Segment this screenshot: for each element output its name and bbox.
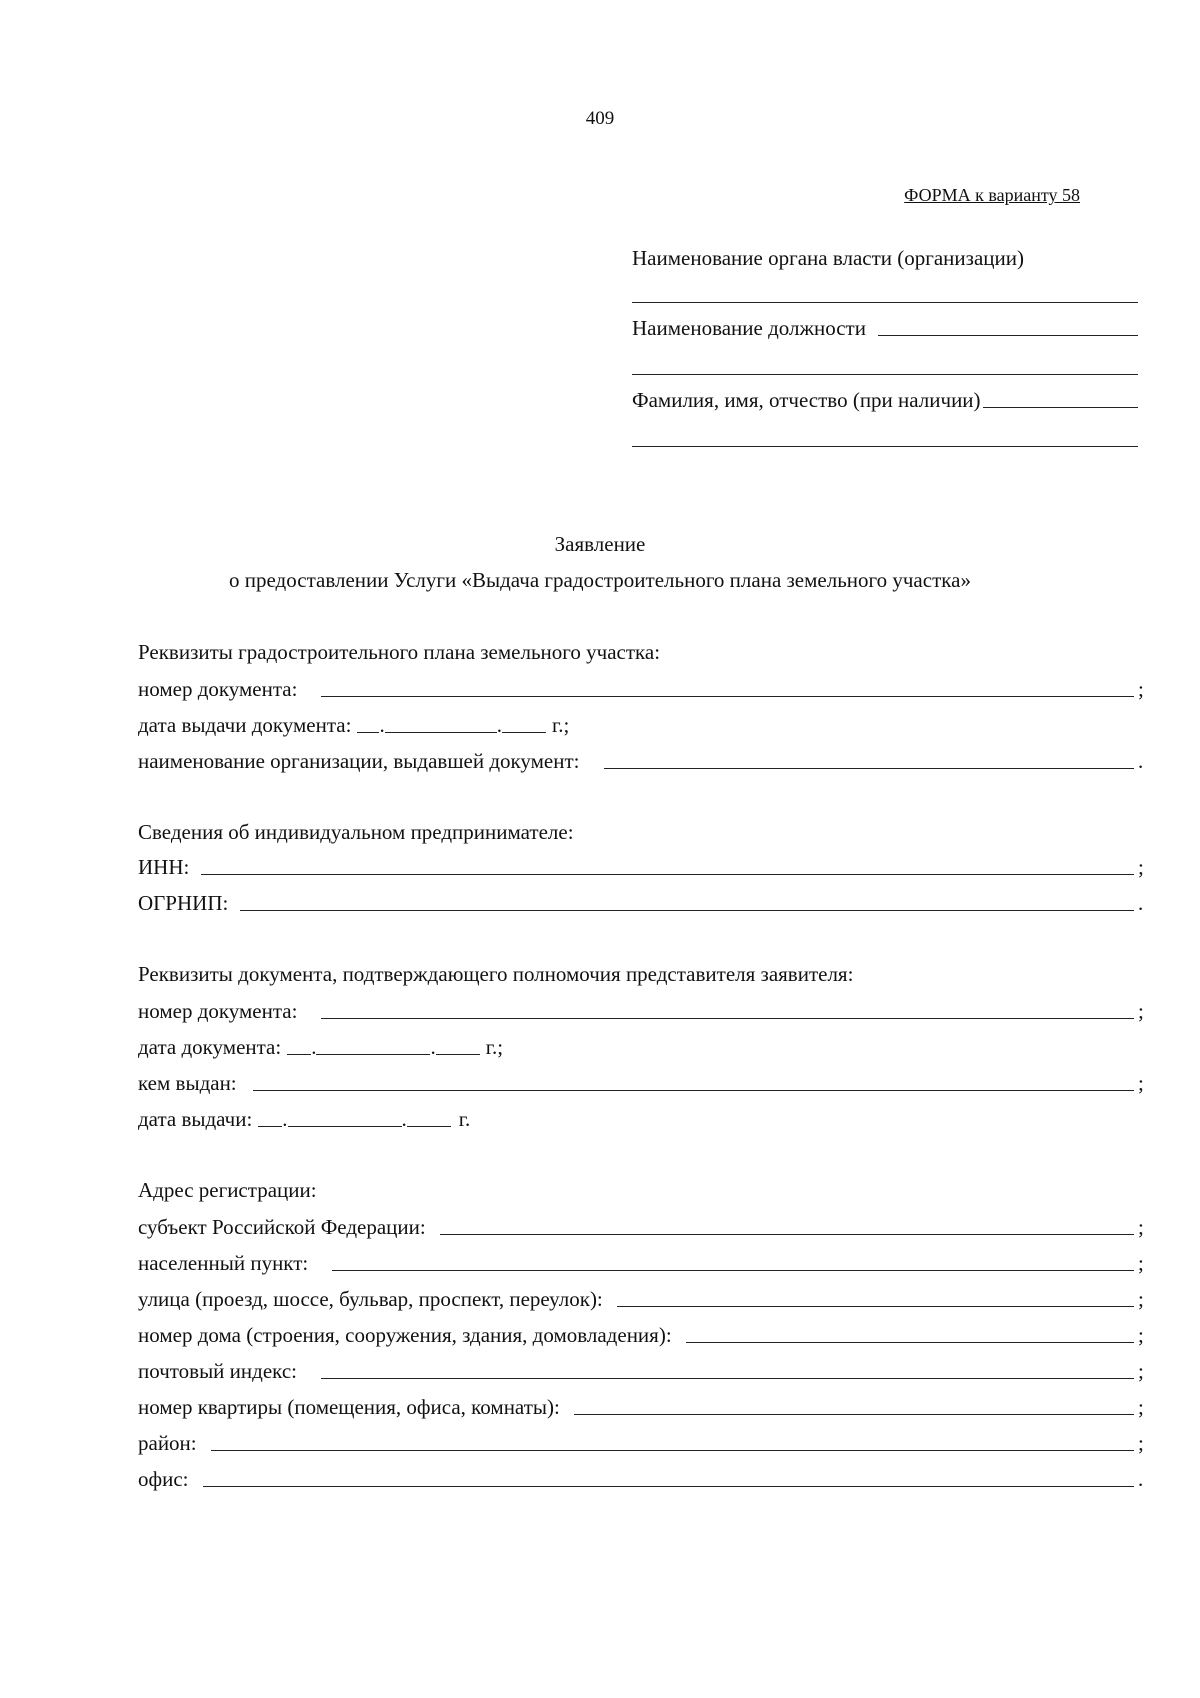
dot: . <box>430 1035 436 1059</box>
gpzu-issuer-field[interactable] <box>604 768 1135 769</box>
year-suffix: г. <box>458 1107 471 1131</box>
gpzu-heading: Реквизиты градостроительного плана земельного участка: <box>138 640 661 664</box>
gpzu-issue-date-label: дата выдачи документа: <box>138 713 352 737</box>
address-locality-label: населенный пункт: <box>138 1251 309 1275</box>
year-suffix: г.; <box>485 1035 504 1059</box>
month-field[interactable] <box>288 1126 402 1127</box>
semicolon: ; <box>1138 1431 1144 1455</box>
semicolon: ; <box>1138 1395 1144 1419</box>
gpzu-issue-date-row <box>138 710 569 738</box>
document-title: Заявление <box>554 532 646 556</box>
address-subject-label: субъект Российской Федерации: <box>138 1215 426 1239</box>
gpzu-doc-number-label: номер документа: <box>138 677 298 701</box>
year-field[interactable] <box>407 1126 451 1127</box>
inn-label: ИНН: <box>138 855 190 879</box>
address-subject-row <box>138 1212 1148 1240</box>
semicolon: ; <box>1138 1323 1144 1347</box>
ip-heading: Сведения об индивидуальном предпринимателе: <box>138 820 574 844</box>
org-name-label: Наименование органа власти (организации) <box>632 246 1024 270</box>
dot: . <box>496 713 502 737</box>
address-locality-row <box>138 1248 1148 1276</box>
address-postcode-row <box>138 1356 1148 1384</box>
fio-label: Фамилия, имя, отчество (при наличии) <box>632 388 981 412</box>
month-field[interactable] <box>316 1054 430 1055</box>
semicolon: ; <box>1138 1215 1144 1239</box>
position-line-2[interactable] <box>632 374 1138 375</box>
rep-issued-by-field[interactable] <box>253 1090 1134 1091</box>
address-office-field[interactable] <box>203 1486 1134 1487</box>
ogrnip-row <box>138 888 1148 916</box>
ogrnip-field[interactable] <box>240 910 1134 911</box>
address-apartment-field[interactable] <box>574 1414 1134 1415</box>
month-field[interactable] <box>385 732 497 733</box>
inn-field[interactable] <box>201 874 1134 875</box>
org-name-line[interactable] <box>632 302 1138 303</box>
position-line[interactable] <box>878 335 1138 336</box>
address-office-label: офис: <box>138 1467 189 1491</box>
period: . <box>1138 749 1144 773</box>
semicolon: ; <box>1138 1287 1144 1311</box>
address-apartment-label: номер квартиры (помещения, офиса, комнаты): <box>138 1395 560 1419</box>
rep-doc-number-label: номер документа: <box>138 999 298 1023</box>
year-suffix: г.; <box>551 713 570 737</box>
address-postcode-label: почтовый индекс: <box>138 1359 297 1383</box>
day-field[interactable] <box>357 732 379 733</box>
year-field[interactable] <box>436 1054 480 1055</box>
gpzu-doc-number-field[interactable] <box>321 696 1134 697</box>
rep-doc-number-field[interactable] <box>321 1018 1134 1019</box>
address-office-row <box>138 1464 1148 1492</box>
rep-doc-number-row <box>138 996 1148 1024</box>
address-house-field[interactable] <box>686 1342 1134 1343</box>
semicolon: ; <box>1138 677 1144 701</box>
semicolon: ; <box>1138 855 1144 879</box>
position-label: Наименование должности <box>632 316 866 340</box>
address-street-label: улица (проезд, шоссе, бульвар, проспект, переулок): <box>138 1287 603 1311</box>
ogrnip-label: ОГРНИП: <box>138 891 229 915</box>
form-reference: ФОРМА к варианту 58 <box>904 185 1080 205</box>
day-field[interactable] <box>287 1054 311 1055</box>
year-field[interactable] <box>502 732 546 733</box>
document-subtitle: о предоставлении Услуги «Выдача градостроительного плана земельного участка» <box>229 568 971 592</box>
dot: . <box>401 1107 407 1131</box>
address-district-row <box>138 1428 1148 1456</box>
position-row <box>632 316 1138 341</box>
semicolon: ; <box>1138 1071 1144 1095</box>
address-heading: Адрес регистрации: <box>138 1178 317 1202</box>
address-house-row <box>138 1320 1148 1348</box>
fio-line-2[interactable] <box>632 446 1138 447</box>
fio-line[interactable] <box>983 407 1138 408</box>
dot: . <box>379 713 385 737</box>
semicolon: ; <box>1138 1251 1144 1275</box>
period: . <box>1138 891 1144 915</box>
dot: . <box>282 1107 288 1131</box>
rep-issued-by-label: кем выдан: <box>138 1071 237 1095</box>
rep-doc-date-row <box>138 1032 503 1060</box>
rep-heading: Реквизиты документа, подтверждающего полномочия представителя заявителя: <box>138 962 854 986</box>
rep-doc-date-label: дата документа: <box>138 1035 282 1059</box>
address-district-field[interactable] <box>211 1450 1134 1451</box>
address-street-field[interactable] <box>617 1306 1134 1307</box>
gpzu-issuer-label: наименование организации, выдавшей документ: <box>138 749 580 773</box>
dot: . <box>311 1035 317 1059</box>
address-apartment-row <box>138 1392 1148 1420</box>
inn-row <box>138 852 1148 880</box>
semicolon: ; <box>1138 999 1144 1023</box>
gpzu-issuer-row <box>138 746 1148 774</box>
address-postcode-field[interactable] <box>321 1378 1134 1379</box>
address-subject-field[interactable] <box>440 1234 1134 1235</box>
address-locality-field[interactable] <box>332 1270 1134 1271</box>
rep-issue-date-label: дата выдачи: <box>138 1107 253 1131</box>
fio-row <box>632 388 1138 413</box>
period: . <box>1138 1467 1144 1491</box>
gpzu-doc-number-row <box>138 674 1148 702</box>
rep-issue-date-row <box>138 1104 470 1132</box>
day-field[interactable] <box>258 1126 282 1127</box>
rep-issued-by-row <box>138 1068 1148 1096</box>
address-district-label: район: <box>138 1431 197 1455</box>
address-street-row <box>138 1284 1148 1312</box>
address-house-label: номер дома (строения, сооружения, здания, домовладения): <box>138 1323 672 1347</box>
semicolon: ; <box>1138 1359 1144 1383</box>
page-number: 409 <box>585 108 615 129</box>
